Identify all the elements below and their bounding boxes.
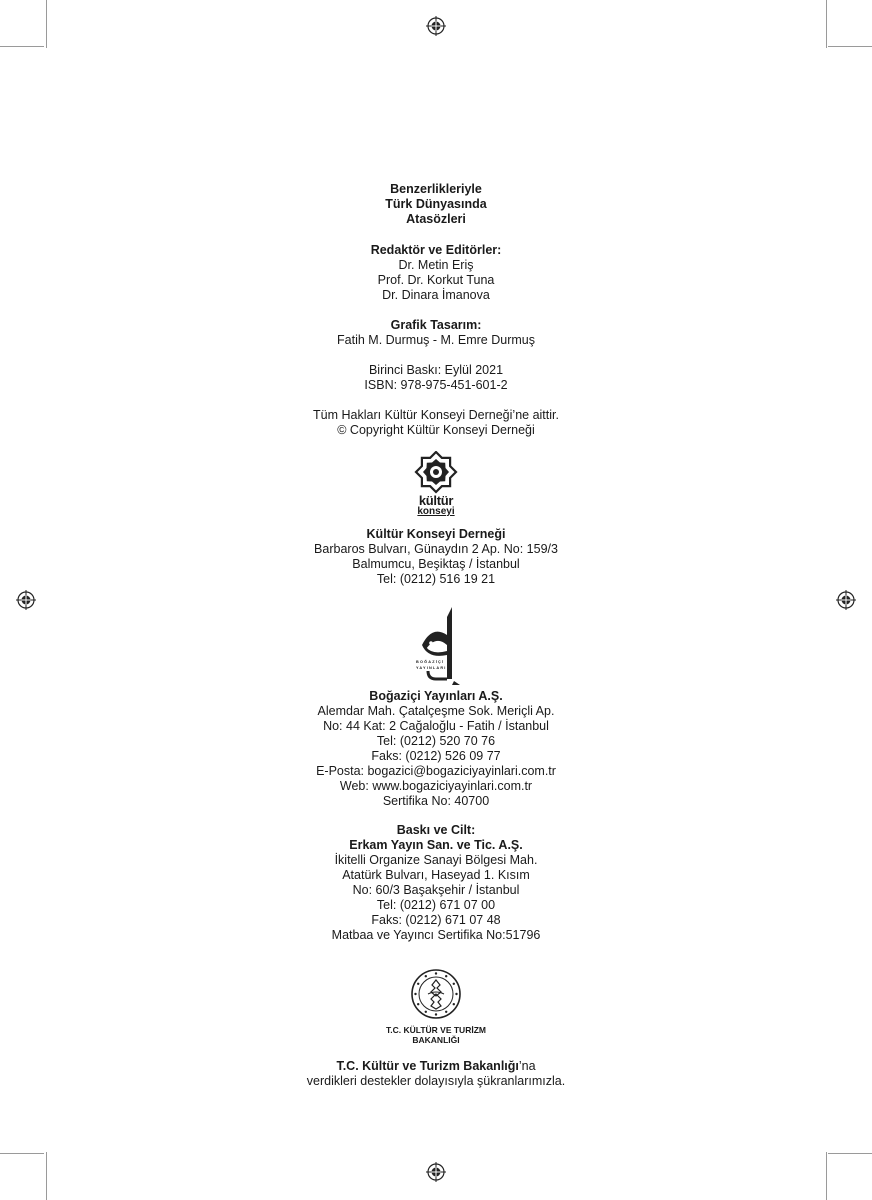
printing-heading: Baskı ve Cilt: — [396, 823, 476, 837]
printing-address: İkitelli Organize Sanayi Bölgesi Mah. — [334, 853, 538, 867]
kultur-address: Barbaros Bulvarı, Günaydın 2 Ap. No: 159/3 — [314, 542, 558, 556]
editors-heading: Redaktör ve Editörler: — [370, 243, 502, 257]
bogazici-fax: Faks: (0212) 526 09 77 — [371, 749, 501, 763]
registration-mark-icon — [836, 590, 856, 610]
title-line: Benzerlikleriyle — [390, 182, 482, 196]
bogazici-tel: Tel: (0212) 520 70 76 — [376, 734, 496, 748]
print-edition: Birinci Baskı: Eylül 2021 — [368, 363, 504, 377]
printing-section — [0, 823, 872, 943]
crop-mark — [828, 46, 872, 47]
ministry-logo — [336, 968, 536, 1048]
kultur-name: Kültür Konseyi Derneği — [366, 527, 506, 541]
editor-name: Dr. Dinara İmanova — [382, 288, 490, 302]
kultur-address: Balmumcu, Beşiktaş / İstanbul — [352, 557, 520, 571]
crop-mark — [826, 1152, 827, 1200]
printing-address: Atatürk Bulvarı, Haseyad 1. Kısım — [342, 868, 530, 882]
printing-cert: Matbaa ve Yayıncı Sertifika No:51796 — [331, 928, 541, 942]
bogazici-address: Alemdar Mah. Çatalçeşme Sok. Meriçli Ap. — [317, 704, 555, 718]
crop-mark — [826, 0, 827, 48]
editor-name: Prof. Dr. Korkut Tuna — [377, 273, 495, 287]
printing-fax: Faks: (0212) 671 07 48 — [371, 913, 501, 927]
printing-tel: Tel: (0212) 671 07 00 — [376, 898, 496, 912]
copyright-line: © Copyright Kültür Konseyi Derneği — [337, 423, 535, 437]
kultur-konseyi-logo — [411, 451, 461, 521]
bogazici-web: Web: www.bogaziciyayinlari.com.tr — [339, 779, 533, 793]
rights-section — [0, 408, 872, 438]
kultur-logo-line1: kültür — [418, 493, 454, 508]
registration-mark-icon — [426, 16, 446, 36]
fish-hook-emblem-icon — [414, 605, 460, 685]
ministry-logo-line2: BAKANLIĞI — [412, 1035, 460, 1045]
bogazici-logo-line1: BOĞAZİÇİ — [416, 660, 445, 664]
kultur-tel: Tel: (0212) 516 19 21 — [376, 572, 496, 586]
designer-names: Fatih M. Durmuş - M. Emre Durmuş — [337, 333, 535, 347]
crop-mark — [828, 1153, 872, 1154]
crop-mark — [46, 1152, 47, 1200]
printing-address: No: 60/3 Başakşehir / İstanbul — [352, 883, 520, 897]
rights-line: Tüm Hakları Kültür Konseyi Derneği’ne aittir. — [313, 408, 559, 422]
crop-mark — [0, 46, 44, 47]
ministry-name: T.C. Kültür ve Turizm Bakanlığı — [336, 1059, 519, 1073]
bogazici-cert: Sertifika No: 40700 — [382, 794, 490, 808]
thanks-line1 — [0, 1059, 872, 1074]
printing-company: Erkam Yayın San. ve Tic. A.Ş. — [349, 838, 523, 852]
star-ornament-icon — [411, 451, 461, 495]
design-section — [0, 318, 872, 348]
bogazici-yayinlari-logo — [414, 605, 460, 685]
bogazici-address: No: 44 Kat: 2 Cağaloğlu - Fatih / İstanbul — [323, 719, 549, 733]
ministry-suffix: ’na — [518, 1059, 536, 1073]
ministry-seal-icon — [410, 968, 462, 1020]
bogazici-name: Boğaziçi Yayınları A.Ş. — [369, 689, 503, 703]
design-heading: Grafik Tasarım: — [390, 318, 482, 332]
thanks-section — [0, 1059, 872, 1089]
edition-section — [0, 363, 872, 393]
bogazici-section — [0, 689, 872, 809]
bogazici-email: E-Posta: bogazici@bogaziciyayinlari.com.tr — [316, 764, 556, 778]
kultur-konseyi-section — [0, 527, 872, 587]
crop-mark — [46, 0, 47, 48]
bogazici-logo-line2: YAYINLARI — [416, 666, 447, 670]
registration-mark-icon — [426, 1162, 446, 1182]
ministry-logo-line1: T.C. KÜLTÜR VE TURİZM — [386, 1025, 486, 1035]
editor-name: Dr. Metin Eriş — [398, 258, 474, 272]
thanks-line2: verdikleri destekler dolayısıyla şükranlarımızla. — [306, 1074, 566, 1088]
title-line: Atasözleri — [406, 212, 466, 226]
registration-mark-icon — [16, 590, 36, 610]
isbn: ISBN: 978-975-451-601-2 — [364, 378, 508, 392]
kultur-logo-line2: konseyi — [417, 506, 455, 517]
crop-mark — [0, 1153, 44, 1154]
book-title — [0, 182, 872, 227]
title-line: Türk Dünyasında — [385, 197, 487, 211]
editors-section — [0, 243, 872, 303]
